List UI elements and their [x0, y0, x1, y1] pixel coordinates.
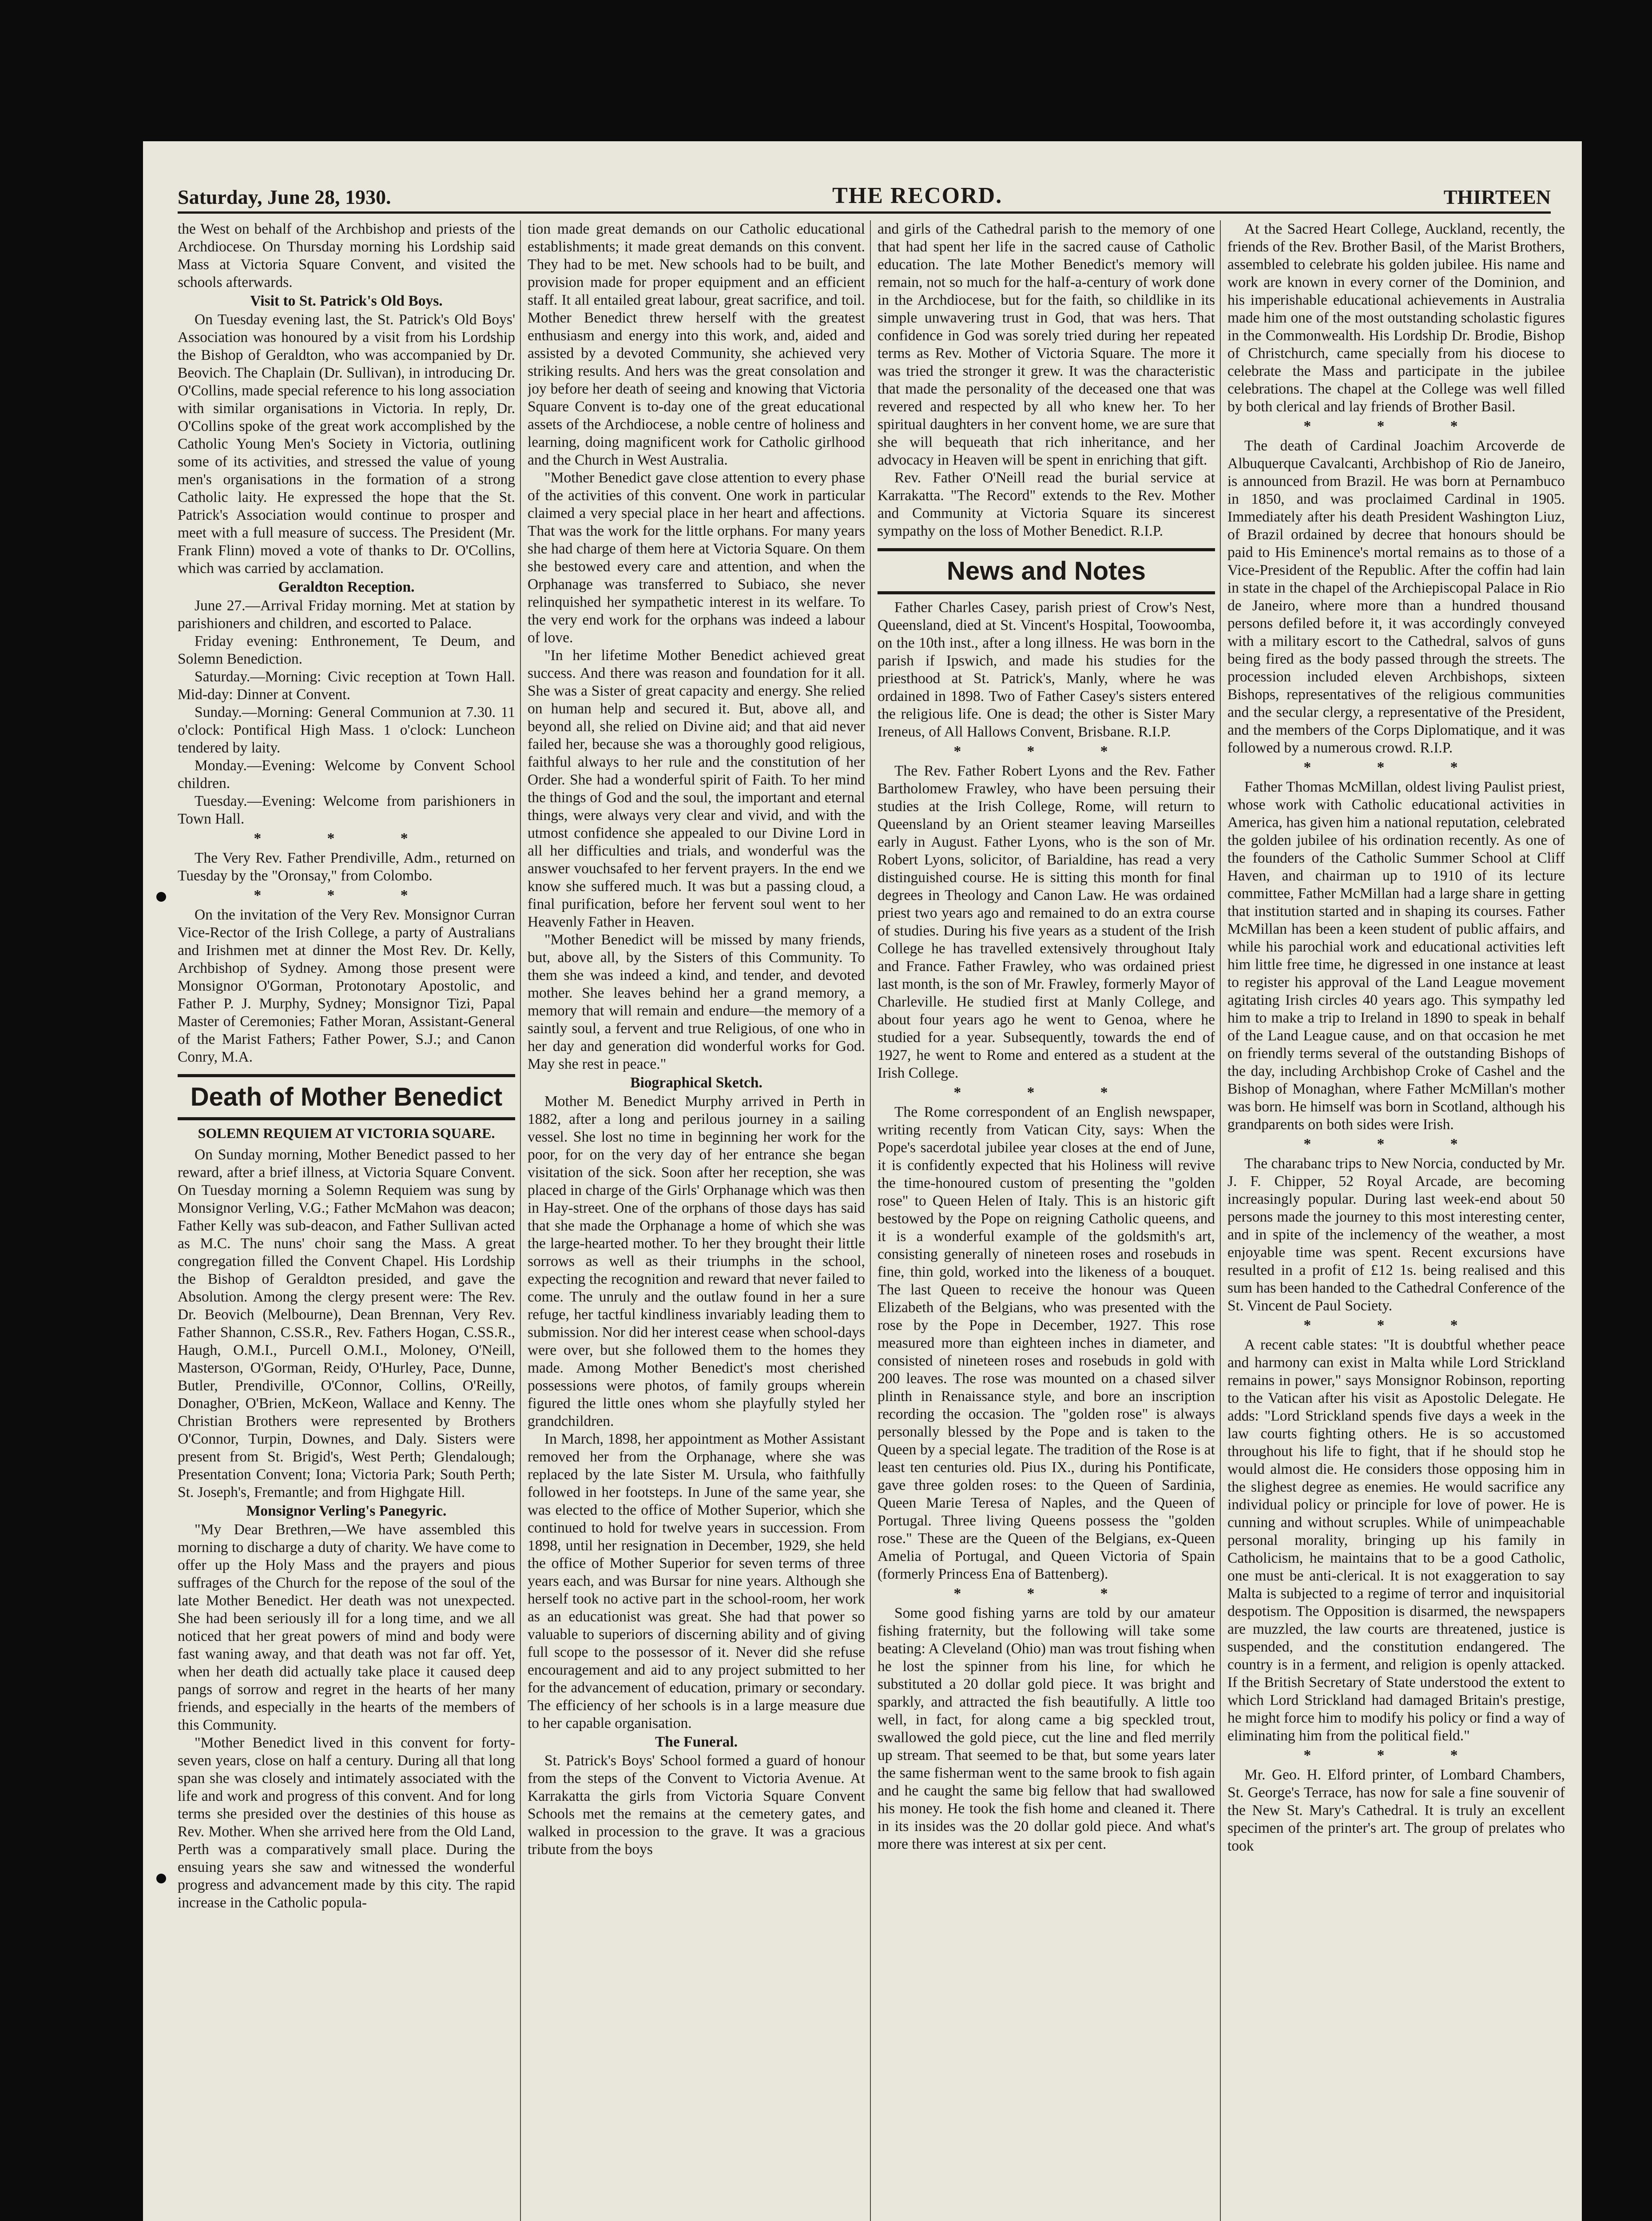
paragraph: tion made great demands on our Catholic educational establishments; it made great demands on this convent. They had to be met. New schools had to be built, and provision made for proper equipment and an efficient staff. It all entailed great labour, great sacrifice, and toil. Mother Benedict threw herself with the greatest enthusiasm and energy into this work, and, aided and assisted by a devoted Community, she achieved very striking results. And hers was the great consolation and joy before her death of seeing and knowing that Victoria Square Convent is to-day one of the great educational assets of the Archdiocese, a noble centre of holiness and learning, doing magnificent work for Catholic girlhood and the Church in West Australia.	[528, 221, 865, 468]
paragraph: The death of Cardinal Joachim Arcoverde de Albuquerque Cavalcanti, Archbishop of Rio de Janeiro, is announced from Brazil. He was born at Pernambuco in 1850, and was proclaimed Cardinal in 1905. Immediately after his death President Washington Liuz, of Brazil ordained by decree that honours should be paid to His Eminence's mortal remains as to those of a Vice-President of the Republic. After the coffin had lain in state in the chapel of the Archiepiscopal Palace in Rio de Janeiro, where more than a hundred thousand persons defiled before it, it was accordingly conveyed with a military escort to the Cathedral, salvos of guns being fired as the body passed through the streets. The procession included eleven Archbishops, sixteen Bishops, representatives of the religious communities and the secular clergy, a representative of the President, and the members of the Corps Diplomatique, and it was followed by a numerous crowd. R.I.P.	[1227, 438, 1565, 756]
paragraph: Mr. Geo. H. Elford printer, of Lombard Chambers, St. George's Terrace, has now for sale a fine souvenir of the New St. Mary's Cathedral. It is truly an excellent specimen of the printer's art. The group of prelates who took	[1227, 1767, 1565, 1854]
paragraph: In March, 1898, her appointment as Mother Assistant removed her from the Orphanage, where she was replaced by the late Sister M. Ursula, who faithfully followed in her footsteps. In June of the same year, she was elected to the office of Mother Superior, which she continued to hold for twelve years in succession. From 1898, until her resignation in December, 1929, she held the office of Mother Superior for seven terms of three years each, and was Bursar for nine years. Although she herself took no active part in the school-room, her work as an educationist was great. She had that power so valuable to superiors of discerning ability and of giving full scope to the possessor of it. Never did she refuse encouragement and aid to any project submitted to her for the advancement of education, primary or secondary. The efficiency of her schools is in a large measure due to her capable organisation.	[528, 1431, 865, 1731]
masthead	[178, 168, 1551, 209]
paragraph: "In her lifetime Mother Benedict achieved great success. And there was reason and foundation for it all. She was a Sister of great capacity and energy. She relied on human help and secured it. But, above all, and beyond all, she relied on Divine aid; and that aid never failed her, because she was a thoroughly good religious, faithful always to her rule and the constitution of her Order. She had a wonderful spirit of Faith. To her mind the things of God and the soul, the important and eternal things, were always very clear and vivid, and with the utmost confidence she appealed to our Divine Lord in all her difficulties and trials, and wonderful was the answer vouchsafed to her fervent prayers. In the end we know she suffered much. It was but a passing cloud, a final purification, before her fervent soul went to her Heavenly Father in Heaven.	[528, 647, 865, 930]
paragraph: The Very Rev. Father Prendiville, Adm., returned on Tuesday by the "Oronsay," from Colombo.	[178, 850, 515, 884]
paragraph: June 27.—Arrival Friday morning. Met at station by parishioners and children, and escorted to Palace.	[178, 597, 515, 632]
column-rule	[520, 220, 521, 2221]
section-divider: * * *	[953, 1084, 1139, 1101]
paragraph: "Mother Benedict gave close attention to every phase of the activities of this convent. One work in particular claimed a very special place in her heart and affections. That was the work for the little orphans. For many years she had charge of them here at Victoria Square. On them she bestowed every care and attention, and when the Orphanage was transferred to Subiaco, she never relinquished her sympathetic interest in its welfare. To the very end work for the orphans was indeed a labour of love.	[528, 470, 865, 646]
paragraph: Mother M. Benedict Murphy arrived in Perth in 1882, after a long and perilous journey in a sailing vessel. She lost no time in beginning her work for the poor, for on the very day of her entrance she began visitation of the sick. Soon after her reception, she was placed in charge of the Girls' Orphanage which was then in Hay-street. One of the orphans of those days has said that she made the Orphanage a home of which she was the large-hearted mother. To her they brought their little sorrows as well as their triumphs in the school, expecting the recognition and reward that never failed to come. The unruly and the outlaw found in her a sure refuge, her tactful kindliness invariably leading them to submission. Nor did her interest cease when school-days were over, but she followed them to the homes they made. Among Mother Benedict's most cherished possessions were photos, of family groups wherein figured the little ones whom she playfully styled her grandchildren.	[528, 1093, 865, 1429]
paragraph: Rev. Father O'Neill read the burial service at Karrakatta. "The Record" extends to the Rev. Mother and Community at Victoria Square its sincerest sympathy on the loss of Mother Benedict. R.I.P.	[878, 470, 1215, 539]
subheading: Biographical Sketch.	[630, 1075, 762, 1091]
paragraph: At the Sacred Heart College, Auckland, recently, the friends of the Rev. Brother Basil, of the Marist Brothers, assembled to celebrate his golden jubilee. His name and work are known in every corner of the Dominion, and his imperishable educational achievements in Australia made him one of the most outstanding scholastic figures in the Commonwealth. His Lordship Dr. Brodie, Bishop of Christchurch, came specially from his diocese to celebrate the Mass and participate in the jubilee celebrations. The chapel at the College was well filled by both clerical and lay friends of Brother Basil.	[1227, 221, 1565, 415]
paragraph: Father Charles Casey, parish priest of Crow's Nest, Queensland, died at St. Vincent's Hospital, Toowoomba, on the 10th inst., after a long illness. He was born in the parish if Ipswich, and made his studies for the priesthood at St. Patrick's, Manly, where he was ordained in 1898. Two of Father Casey's sisters entered the religious life. One is dead; the other is Sister Mary Ireneus, of All Hallows Convent, Brisbane. R.I.P.	[878, 599, 1215, 740]
section-divider: * * *	[254, 830, 439, 847]
paragraph: and girls of the Cathedral parish to the memory of one that had spent her life in the sacred cause of Catholic education. The late Mother Benedict's memory will remain, not so much for the half-a-century of work done in the Archdiocese, but for the faith, so childlike in its simple unwavering trust in God, that was hers. That confidence in God was sorely tried during her repeated terms as Rev. Mother of Victoria Square. The more it was tried the stronger it grew. It was the characteristic that made the personality of the deceased one that was revered and respected by all who knew her. To her spiritual daughters in her convent home, we are sure that she will bequeath that rich inheritance, and her advocacy in Heaven will be spent in enriching that gift.	[878, 221, 1215, 468]
paragraph: On Tuesday evening last, the St. Patrick's Old Boys' Association was honoured by a visit from his Lordship the Bishop of Geraldton, who was accompanied by Dr. Beovich. The Chaplain (Dr. Sullivan), in introducing Dr. O'Collins, made special reference to his long association with similar organisations in Victoria. In reply, Dr. O'Collins spoke of the great work accomplished by the Catholic Young Men's Society in Victoria, outlining some of its activities, and stressed the value of young men's organisations in the formation of a strong Catholic laity. He expressed the hope that the St. Patrick's Association would continue to prosper and meet with a full measure of success. The President (Mr. Frank Flinn) moved a vote of thanks to Dr. O'Collins, which was carried by acclamation.	[178, 311, 515, 577]
column-1	[178, 220, 515, 2221]
section-divider: * * *	[1303, 1747, 1489, 1763]
paragraph: The Rev. Father Robert Lyons and the Rev. Father Bartholomew Frawley, who have been persuing their studies at the Irish College, Rome, will return to Queensland by an Orient steamer leaving Marseilles early in August. Father Lyons, who is the son of Mr. Robert Lyons, solicitor, of Barialdine, has read a very distinguished course. He is sitting this month for final degrees in Theology and Canon Law. He was ordained priest two years ago and remained to do an extra course of studies. During his five years as a student of the Irish College he has travelled extensively throughout Italy and France. Father Frawley, who was ordained priest last month, is the son of Mr. Frawley, formerly Mayor of Charleville. He studied first at Manly College, and about four years ago he went to Genoa, where he studied for a year. Subsequently, towards the end of 1927, he went to Rome and entered as a student at the Irish College.	[878, 763, 1215, 1081]
newspaper-page	[143, 141, 1582, 2221]
paragraph: Friday evening: Enthronement, Te Deum, and Solemn Benediction.	[178, 633, 515, 667]
paragraph: Monday.—Evening: Welcome by Convent School children.	[178, 757, 515, 792]
paragraph: The charabanc trips to New Norcia, conducted by Mr. J. F. Chipper, 52 Royal Arcade, are becoming increasingly popular. During last week-end about 50 persons made the journey to this most interesting center, and in spite of the inclemency of the weather, a most enjoyable time was spent. Recent excursions have resulted in a profit of £12 1s. being realised and this sum has been handed to the Cathedral Conference of the St. Vincent de Paul Society.	[1227, 1155, 1565, 1314]
page-number: THIRTEEN	[1443, 186, 1551, 208]
section-divider: * * *	[1303, 1136, 1489, 1152]
paragraph: "Mother Benedict lived in this convent for forty-seven years, close on half a century. During all that long span she was closely and intimately associated with the life and work and progress of this convent. And for long terms she presided over the destinies of this house as Rev. Mother. When she arrived here from the Old Land, Perth was a comparatively small place. During the ensuing years she saw and witnessed the wonderful progress and advancement made by this city. The rapid increase in the Catholic popula-	[178, 1735, 515, 1911]
article-subheadline: SOLEMN REQUIEM AT VICTORIA SQUARE.	[198, 1125, 495, 1141]
paragraph: On Sunday morning, Mother Benedict passed to her reward, after a brief illness, at Victoria Square Convent. On Tuesday morning a Solemn Requiem was sung by Monsignor Verling, V.G.; Father McMahon was deacon; Father Kelly was sub-deacon, and Father Sullivan acted as M.C. The nuns' choir sang the Mass. A great congregation filled the Convent Chapel. His Lordship the Bishop of Geraldton presided, and gave the Absolution. Among the clergy present were: The Rev. Dr. Beovich (Melbourne), Dean Brennan, Very Rev. Father Shannon, C.SS.R., Rev. Fathers Hogan, C.SS.R., Haugh, O.M.I., Purcell O.M.I., Moloney, O'Neill, Masterson, O'Gorman, Reidy, O'Hurley, Pace, Dunne, Butler, Prendiville, O'Connor, Collins, O'Reilly, Donagher, O'Brien, McKeon, Wallace and Kenny. The Christian Brothers were represented by Brothers O'Connor, Turpin, Downes, and Daly. Sisters were present from St. Brigid's, West Perth; Glendalough; Presentation Convent; Iona; Victoria Park; South Perth; St. Joseph's, Fremantle; and from Highgate Hill.	[178, 1146, 515, 1501]
binding-hole	[156, 1874, 166, 1883]
paragraph: "My Dear Brethren,—We have assembled this morning to discharge a duty of charity. We have come to offer up the Holy Mass and the prayers and pious suffrages of the Church for the repose of the soul of the late Mother Benedict. Her death was not unexpected. She had been seriously ill for a long time, and we all noticed that her great powers of mind and body were fast waning away, and that death was not far off. Yet, when her death did actually take place it caused deep pangs of sorrow and regret in the hearts of her many friends, and especially in the hearts of the members of this Community.	[178, 1521, 515, 1733]
subheading: Monsignor Verling's Panegyric.	[246, 1503, 447, 1519]
paragraph: Sunday.—Morning: General Communion at 7.30. 11 o'clock: Pontifical High Mass. 1 o'clock: Luncheon tendered by laity.	[178, 704, 515, 756]
binding-hole	[156, 892, 166, 902]
paragraph: the West on behalf of the Archbishop and priests of the Archdiocese. On Thursday morning his Lordship said Mass at Victoria Square Convent, and visited the schools afterwards.	[178, 221, 515, 291]
paragraph: The Rome correspondent of an English newspaper, writing recently from Vatican City, says: When the Pope's sacerdotal jubilee year closes at the end of June, it is confidently expected that his Holiness will revive the time-honoured custom of presenting the "golden rose" to Queen Helen of Italy. This is an historic gift bestowed by the Pope on reigning Catholic queens, and it is a wonderful example of the goldsmith's art, consisting generally of nineteen roses and rosebuds in fine, thin gold, worked into the likeness of a bouquet. The last Queen to receive the honour was Queen Elizabeth of the Belgians, who was presented with the rose by the Pope in December, 1927. This rose measured more than eighteen inches in diameter, and consisted of nineteen roses and rosebuds in gold with 200 leaves. The rose was mounted on a chased silver plinth in Renaissance style, and bore an inscription recording the occasion. The "golden rose" is always personally blessed by the Pope and is taken to the Queen by a special legate. The tradition of the Rose is at least ten centuries old. Pius IX., during his Pontificate, gave three golden roses: to the Queen of Sardinia, Queen Marie Teresa of Naples, and the Queen of Portugal. Three living Queens possess the "golden rose." These are the Queen of the Belgians, ex-Queen Amelia of Portugal, and Queen Victoria of Spain (formerly Princess Ena of Battenberg).	[878, 1104, 1215, 1582]
paragraph: A recent cable states: "It is doubtful whether peace and harmony can exist in Malta while Lord Strickland remains in power," says Monsignor Robinson, reporting to the Vatican after his visit as Apostolic Delegate. He adds: "Lord Strickland spends five days a week in the law courts fighting others. He is so accustomed throughout his life to fight, that if he should stop he would almost die. He considers those opposing him in the slighest degree as enemies. He would sacrifice any individual policy or principle for love of power. He is cunning and without scruples. While of unimpeachable personal morality, bringing up his family in Catholicism, he maintains that to be a good Catholic, one must be anti-clerical. It is not exaggeration to say Malta is subjected to a regime of terror and inquisitorial despotism. The Opposition is disarmed, the newspapers are muzzled, the law courts are threatened, justice is suspended, and the constitution endangered. The country is in a ferment, and religion is openly attacked. If the British Secretary of State understood the extent to which Lord Strickland had damaged Britain's prestige, he might force him to modify his policy or find a way of eliminating him from the political field."	[1227, 1337, 1565, 1744]
paragraph: Father Thomas McMillan, oldest living Paulist priest, whose work with Catholic educational activities in America, has given him a national reputation, celebrated the golden jubilee of his ordination recently. As one of the founders of the Catholic Summer School at Cliff Haven, and chairman up to 1910 of its lecture committee, Father McMillan had a large share in getting that institution started and in shaping its courses. Father McMillan has been a keen student of public affairs, and while his parochial work and educational activities left him little free time, he digressed in one instance at least to register his approval of the Land League movement agitating Irish circles 40 years ago. This sympathy led him to make a trip to Ireland in 1890 to speak in behalf of the Land League cause, and on that occasion he met on friendly terms several of the outstanding Bishops of the day, including Archbishop Croke of Cashel and the Bishop of Monaghan, where Father McMillan's mother was born. He himself was born in Scotland, although his grandparents on both sides were Irish.	[1227, 779, 1565, 1133]
paragraph: Saturday.—Morning: Civic reception at Town Hall. Mid-day: Dinner at Convent.	[178, 669, 515, 703]
paragraph: On the invitation of the Very Rev. Monsignor Curran Vice-Rector of the Irish College, a party of Australians and Irishmen met at dinner the Most Rev. Dr. Kelly, Archbishop of Sydney. Among those present were Monsignor O'Gorman, Protonotary Apostolic, and Father P. J. Murphy, Sydney; Monsignor Tizi, Papal Master of Ceremonies; Father Moran, Assistant-General of the Marist Fathers; Father Power, S.J.; and Canon Conry, M.A.	[178, 907, 515, 1065]
issue-date: Saturday, June 28, 1930.	[178, 186, 391, 208]
section-divider: * * *	[953, 743, 1139, 760]
subheading: Visit to St. Patrick's Old Boys.	[250, 293, 443, 309]
column-2	[528, 220, 865, 2221]
column-4	[1227, 220, 1565, 2221]
section-headline: News and Notes	[878, 548, 1215, 594]
column-3	[878, 220, 1215, 2221]
section-divider: * * *	[1303, 1317, 1489, 1333]
paper-title: THE RECORD.	[832, 183, 1003, 208]
section-divider: * * *	[953, 1585, 1139, 1602]
subheading: Geraldton Reception.	[278, 579, 415, 595]
paragraph: Some good fishing yarns are told by our amateur fishing fraternity, but the following will take some beating: A Cleveland (Ohio) man was trout fishing when he lost the spinner from his line, for which he substituted a 20 dollar gold piece. It was bright and sparkly, and attracted the fish beautifully. A little too well, in fact, for along came a big speckled trout, swallowed the gold piece, cut the line and fled merrily up stream. That seemed to be that, but some years later the same fisherman went to the same brook to fish again and he caught the same big fellow that had swallowed his money. He took the fish home and cleaned it. There in its insides was the 20 dollar gold piece. And what's more there was interest at six per cent.	[878, 1605, 1215, 1852]
subheading: The Funeral.	[655, 1734, 738, 1750]
section-divider: * * *	[1303, 418, 1489, 434]
masthead-rule	[178, 211, 1551, 214]
article-headline: Death of Mother Benedict	[178, 1074, 515, 1120]
section-divider: * * *	[1303, 759, 1489, 776]
paragraph: Tuesday.—Evening: Welcome from parishioners in Town Hall.	[178, 793, 515, 827]
paragraph: "Mother Benedict will be missed by many friends, but, above all, by the Sisters of this Community. To them she was indeed a kind, and tender, and devoted mother. She leaves behind her a grand memory, a memory that will remain and endure—the memory of a saintly soul, a fervent and true Religious, of one who in her day and generation did wonderful works for God. May she rest in peace."	[528, 931, 865, 1072]
paragraph: St. Patrick's Boys' School formed a guard of honour from the steps of the Convent to Victoria Avenue. At Karrakatta the girls from Victoria Square Convent Schools met the remains at the cemetery gates, and walked in procession to the grave. It was a gracious tribute from the boys	[528, 1752, 865, 1858]
section-divider: * * *	[254, 887, 439, 904]
column-rule	[1220, 220, 1221, 2221]
column-rule	[870, 220, 871, 2221]
